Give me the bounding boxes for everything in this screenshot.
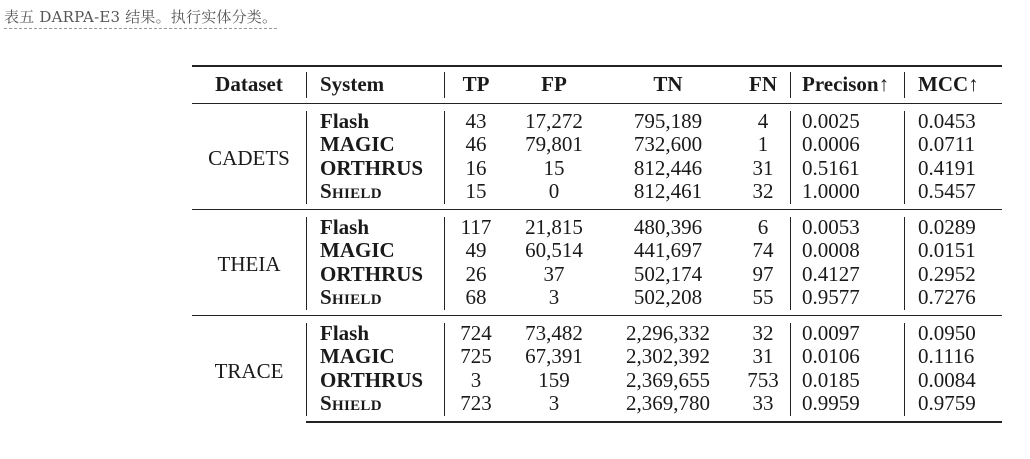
- fp-cell: 3: [548, 285, 560, 309]
- mcc-cell: 0.0453: [904, 103, 1002, 133]
- table-row: [192, 239, 1002, 263]
- mcc-cell: 0.0084: [904, 369, 1002, 393]
- dataset-group: [192, 209, 1002, 315]
- header-dataset: Dataset: [192, 66, 306, 103]
- system-cell: ORTHRUS: [306, 263, 444, 287]
- tn-cell: 441,697: [633, 238, 703, 262]
- tn-cell: 480,396: [600, 209, 736, 239]
- fn-cell: 1: [757, 132, 769, 156]
- fp-cell: 3: [508, 392, 600, 422]
- table-row: [192, 315, 1002, 345]
- tp-cell: 117: [444, 209, 508, 239]
- dataset-cell: CADETS: [208, 146, 290, 171]
- header-system: System: [306, 66, 444, 103]
- dataset-group: [192, 315, 1002, 422]
- fp-cell: 159: [538, 367, 570, 392]
- mcc-cell: 0.9759: [904, 392, 1002, 422]
- fn-cell: 753: [747, 367, 779, 392]
- table-row: [192, 209, 1002, 239]
- table-row: [192, 286, 1002, 315]
- system-cell: Shield: [306, 180, 444, 209]
- tp-cell: 723: [444, 392, 508, 422]
- tp-cell: 3: [444, 369, 508, 393]
- tn-cell: 732,600: [633, 132, 703, 156]
- mcc-cell: 0.0711: [904, 133, 1002, 157]
- precision-cell: 0.4127: [790, 263, 904, 287]
- fp-cell: 73,482: [508, 315, 600, 345]
- mcc-cell: 0.7276: [904, 286, 1002, 315]
- fp-cell: 67,391: [525, 344, 583, 368]
- fn-cell: 31: [752, 155, 774, 180]
- system-cell: MAGIC: [306, 239, 444, 263]
- mcc-cell: 0.0151: [904, 239, 1002, 263]
- header-precision: Precison↑: [790, 66, 904, 103]
- header-row: [192, 66, 1002, 103]
- header-mcc: MCC↑: [904, 66, 1002, 103]
- fn-cell: 32: [752, 179, 774, 203]
- fp-cell: 0: [548, 179, 560, 203]
- system-cell: Flash: [306, 209, 444, 239]
- mcc-cell: 0.2952: [904, 263, 1002, 287]
- system-cell: MAGIC: [306, 345, 444, 369]
- precision-cell: 0.0106: [790, 345, 904, 369]
- table-header: [192, 66, 1002, 103]
- table-row: [192, 157, 1002, 181]
- precision-cell: 0.0097: [790, 315, 904, 345]
- table-row: [192, 345, 1002, 369]
- fn-cell: 55: [752, 285, 774, 309]
- tp-cell: 43: [444, 103, 508, 133]
- fp-cell: 21,815: [508, 209, 600, 239]
- tn-cell: 2,302,392: [626, 344, 710, 368]
- table-row: [192, 263, 1002, 287]
- results-table-container: [192, 65, 1002, 423]
- tn-cell: 812,446: [633, 155, 703, 180]
- fn-cell: 4: [757, 108, 769, 133]
- fn-cell: 6: [736, 209, 790, 239]
- fn-cell: 33: [736, 392, 790, 422]
- precision-cell: 0.9959: [790, 392, 904, 422]
- mcc-cell: 0.1116: [904, 345, 1002, 369]
- tp-cell: 49: [444, 239, 508, 263]
- mcc-cell: 0.0289: [904, 209, 1002, 239]
- tn-cell: 795,189: [633, 108, 703, 133]
- system-cell: MAGIC: [306, 133, 444, 157]
- fn-cell: 32: [736, 315, 790, 345]
- results-table: [192, 65, 1002, 423]
- header-fp: FP: [508, 66, 600, 103]
- precision-cell: 0.0008: [790, 239, 904, 263]
- precision-cell: 0.0025: [790, 103, 904, 133]
- dataset-group: [192, 103, 1002, 209]
- tp-cell: 26: [444, 263, 508, 287]
- dataset-cell: THEIA: [192, 209, 306, 315]
- table-row: [192, 392, 1002, 422]
- tp-cell: 725: [444, 345, 508, 369]
- tp-cell: 15: [444, 180, 508, 209]
- header-fn: FN: [736, 66, 790, 103]
- tp-cell: 724: [444, 315, 508, 345]
- system-cell: Flash: [306, 315, 444, 345]
- fp-cell: 79,801: [525, 132, 583, 156]
- tn-cell: 2,369,780: [600, 392, 736, 422]
- dataset-cell: TRACE: [192, 315, 306, 422]
- tn-cell: 812,461: [633, 179, 703, 203]
- tn-cell: 2,369,655: [626, 367, 710, 392]
- table-row: [192, 180, 1002, 209]
- fn-cell: 31: [752, 344, 774, 368]
- fp-cell: 17,272: [525, 108, 583, 133]
- system-cell: Shield: [306, 392, 444, 422]
- precision-cell: 0.0185: [790, 369, 904, 393]
- tp-cell: 46: [444, 133, 508, 157]
- tp-cell: 68: [444, 286, 508, 315]
- tn-cell: 502,208: [633, 285, 703, 309]
- header-tn: TN: [600, 66, 736, 103]
- fn-cell: 97: [752, 261, 774, 286]
- fn-cell: 74: [752, 238, 774, 262]
- precision-cell: 1.0000: [790, 180, 904, 209]
- mcc-cell: 0.5457: [904, 180, 1002, 209]
- table-row: [192, 103, 1002, 133]
- table-row: [192, 133, 1002, 157]
- mcc-cell: 0.4191: [904, 157, 1002, 181]
- tn-cell: 502,174: [633, 261, 703, 286]
- table-row: [192, 369, 1002, 393]
- system-cell: Shield: [306, 286, 444, 315]
- precision-cell: 0.5161: [790, 157, 904, 181]
- precision-cell: 0.9577: [790, 286, 904, 315]
- system-cell: ORTHRUS: [306, 157, 444, 181]
- fp-cell: 15: [543, 155, 565, 180]
- system-cell: Flash: [306, 103, 444, 133]
- precision-cell: 0.0053: [790, 209, 904, 239]
- header-tp: TP: [444, 66, 508, 103]
- precision-cell: 0.0006: [790, 133, 904, 157]
- fp-cell: 37: [543, 261, 565, 286]
- table-caption: 表五 DARPA-E3 结果。执行实体分类。: [4, 6, 277, 29]
- fp-cell: 60,514: [525, 238, 583, 262]
- tn-cell: 2,296,332: [600, 315, 736, 345]
- mcc-cell: 0.0950: [904, 315, 1002, 345]
- tp-cell: 16: [444, 157, 508, 181]
- system-cell: ORTHRUS: [306, 369, 444, 393]
